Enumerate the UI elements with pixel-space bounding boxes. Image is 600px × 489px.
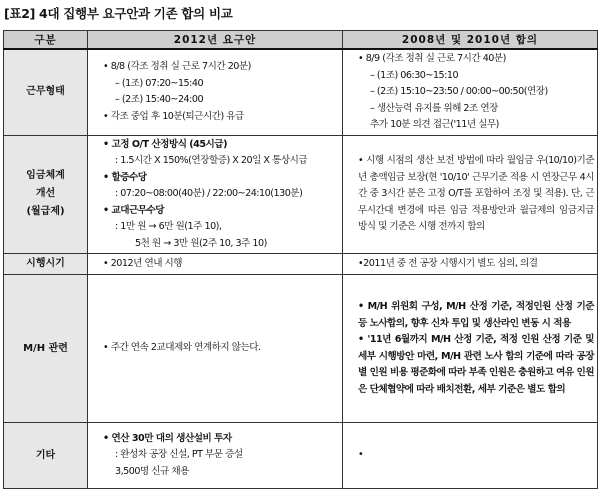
cell-line: • 교대근무수당: [103, 204, 165, 216]
demand-cell: [88, 254, 343, 275]
row-category: [4, 49, 88, 135]
agreement-cell: [343, 49, 598, 135]
cell-line: • M/H 위원회 구성, M/H 산정 기준, 적정인원 산정 기준 등 노사합의, 향후 신차 투입 및 생산라인 변동 시 적용: [358, 301, 594, 329]
demand-cell: [88, 49, 343, 135]
demand-cell: [88, 275, 343, 423]
table-row: [4, 49, 598, 135]
cell-line: – 생산능력 유지를 위해 2조 연장: [370, 102, 498, 114]
header-category: 구분: [4, 31, 88, 50]
table-title: [표2] 4대 집행부 요구안과 기존 합의 비교: [4, 6, 233, 21]
row-category-line: (월급제): [26, 206, 65, 218]
agreement-cell: [343, 254, 598, 275]
cell-line: • 2012년 연내 시행: [103, 257, 183, 269]
cell-line: 3,500명 신규 채용: [115, 465, 189, 477]
table-row: [4, 135, 598, 254]
demand-cell: [88, 423, 343, 489]
header-row: [4, 31, 598, 50]
cell-line: • 고정 O/T 산정방식 (45시급): [103, 138, 227, 150]
cell-line: 5천 원 → 3만 원(2주 10, 3주 10): [135, 237, 267, 249]
row-category-line: 개선: [35, 188, 56, 200]
cell-line: •2011년 중 전 공장 시행시기 별도 심의, 의결: [358, 257, 538, 269]
cell-line: – (2조) 15:10~23:50 / 00:00~00:50(연장): [370, 86, 548, 97]
cell-line: : 완성차 공장 신설, PT 부문 증설: [115, 449, 243, 461]
cell-line: : 1만 원 → 6만 원(1주 10),: [115, 221, 222, 232]
cell-line: 추가 10분 의견 접근('11년 실무): [370, 119, 499, 130]
cell-line: – (1조) 06:30~15:10: [370, 69, 459, 81]
cell-line: • 주간 연속 2교대제와 연계하지 않는다.: [103, 342, 261, 354]
header-2012-demand: 2012년 요구안: [88, 31, 343, 50]
cell-line: – (2조) 15:40~24:00: [115, 94, 204, 106]
demand-cell: [88, 135, 343, 254]
cell-line: •: [358, 449, 364, 461]
header-2008-2010-agreement: 2008년 및 2010년 합의: [343, 31, 598, 50]
row-category-line: 기타: [35, 449, 56, 461]
cell-line: : 1.5시간 X 150%(연장할증) X 20일 X 통상시급: [115, 155, 308, 166]
cell-line: • 8/9 (각조 정취 실 근로 7시간 40분): [358, 53, 506, 64]
cell-line: • 8/8 (각조 정취 실 근로 7시간 20분): [103, 61, 251, 73]
agreement-cell: [343, 135, 598, 254]
agreement-cell: [343, 275, 598, 423]
cell-line: • 연산 30만 대의 생산설비 투자: [103, 432, 232, 444]
cell-line: : 07:20~08:00(40분) / 22:00~24:10(130분): [115, 188, 303, 199]
row-category-line: 시행시기: [26, 258, 65, 269]
agreement-cell: [343, 423, 598, 489]
row-category-line: M/H 관련: [23, 342, 68, 354]
table-row: [4, 275, 598, 423]
cell-line: – (1조) 07:20~15:40: [115, 77, 204, 89]
row-category: [4, 423, 88, 489]
cell-line: • 시행 시점의 생산 보전 방법에 따라 월임금 우(10/10)기준 년 총액임금 보장(현 '10/10' 근무기준 적용 시 연장근무 4시간 중 3시간 분은 고정 O/T를 포함하여 조정 및 적용). 단, 근무시간대 변경에 따른 임금 적용방안과 월급제의 임금지급 방식 및 기준은 시행 전까지 합의: [358, 155, 594, 232]
table-row: [4, 423, 598, 489]
row-category: [4, 254, 88, 275]
row-category-line: 근무형태: [26, 86, 65, 98]
row-category: [4, 135, 88, 254]
cell-line: • '11년 6월까지 M/H 산정 기준, 적정 인원 산정 기준 및 세부 시행방안 마련, M/H 관련 노사 합의 기준에 따라 공장별 인원 비용 평준화에 따라 부족 인원은 충원하고 여유 인원은 단체협약에 따라 배치전환, 세부 기준은 별도 합의: [358, 334, 594, 395]
table-row: [4, 254, 598, 275]
comparison-table: [3, 30, 598, 489]
row-category-line: 임금체계: [26, 170, 65, 182]
row-category: [4, 275, 88, 423]
cell-line: • 할증수당: [103, 171, 147, 183]
cell-line: • 각조 중업 후 10분(퇴근시간) 유급: [103, 110, 244, 122]
